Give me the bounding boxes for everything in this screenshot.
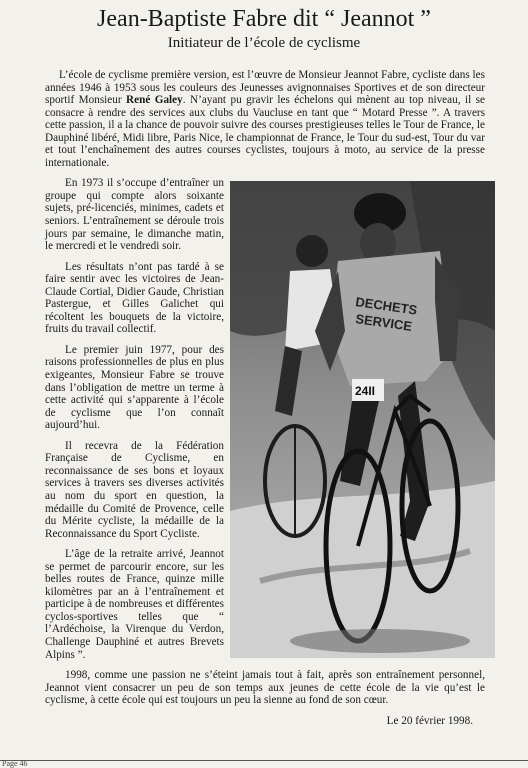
article-body — [45, 69, 485, 735]
paragraph-5: Il recevra de la Fédération Française de Cyclisme, en reconnaissance de ses bons et loyaux services à travers ses diverses activités au nom du sport en question, la médaille du Comité de Provence, celle du Mérite cycliste, la médaille de la Reconnaissance du Sport Cycliste. — [45, 439, 224, 540]
cyclists-photo-graphic — [230, 181, 495, 658]
signoff-date: Le 20 février 1998. — [386, 714, 473, 727]
paragraph-6: L’âge de la retraite arrivé, Jeannot se permet de parcourir encore, sur les belles routes de France, quinze mille kilomètres par an à l’entraînement et participe à de nombreuses et différentes cyclos-sportives telles que “ l’Ardéchoise, la Virenque du Verdon, Challenge Dauphiné et autres Brevets Alpins ”. — [45, 548, 224, 661]
paragraph-4: Le premier juin 1977, pour des raisons professionnelles de plus en plus exigeantes, Monsieur Fabre se trouve dans l’obligation de mettre un terme à cette activité qui s’apparente à l’école de cyclisme que l’on connaît aujourd’hui. — [45, 343, 224, 432]
page-number: Page 46 — [2, 759, 28, 768]
paragraph-1-rest: . N’ayant pu gravir les échelons qui mènent au top niveau, il se consacre à rendre des services aux clubs du Vaucluse en tant que “ Motard Presse ”. A travers cette passion, il a la chance de pouvoir suivre des courses prestigieuses telles le Tour de France, le Dauphiné libéré, Midi libre, Paris Nice, le championnat de France, le Tour du sud-est, Tour du var et tout l’enchaînement des autres courses cyclistes, toujours à moto, au service de la presse internationale. — [45, 94, 486, 169]
paragraph-1-start: L’école de cyclisme première version, est l’œuvre de Monsieur Jeannot Fabre, cycliste dans les années 1946 à 1953 sous les couleurs des Jeunesses avignonnaises Sportives et de son directeur sportif Monsieur — [45, 69, 485, 107]
page-subtitle: Initiateur de l’école de cyclisme — [167, 35, 361, 51]
page-title: Jean-Baptiste Fabre dit “ Jeannot ” — [97, 6, 431, 32]
race-number: 24II — [355, 384, 376, 399]
paragraph-7: 1998, comme une passion ne s’éteint jamais tout à fait, après son entraînement personnel, Jeannot vient consacrer un peu de son temps aux jeunes de cette école de la vie qu’est le cyclisme, à cette école qui est toujours un peu la sienne au fond de son cœur. — [45, 669, 485, 707]
paragraph-3: Les résultats n’ont pas tardé à se faire sentir avec les victoires de Jean-Claude Cortial, Didier Gaude, Christian Pastergue, et Gilles Galichet qui récoltent les bouquets de la victoire, fruits du travail collectif. — [45, 260, 224, 336]
director-name: René Galey — [126, 94, 183, 107]
jersey-text-line1: DECHETS — [354, 294, 419, 318]
footer-rule — [0, 760, 528, 761]
jersey-text-line2: SERVICE — [354, 311, 413, 335]
paragraph-2: En 1973 il s’occupe d’entraîner un groupe qui compte alors soixante sujets, pré-licenciés, minimes, cadets et seniors. L’entraînement se déroule trois jours par semaine, le dimanche matin, le mercredi et le vendredi soir. — [45, 177, 224, 253]
cyclists-photo — [230, 181, 495, 658]
paragraph-1 — [45, 69, 485, 169]
